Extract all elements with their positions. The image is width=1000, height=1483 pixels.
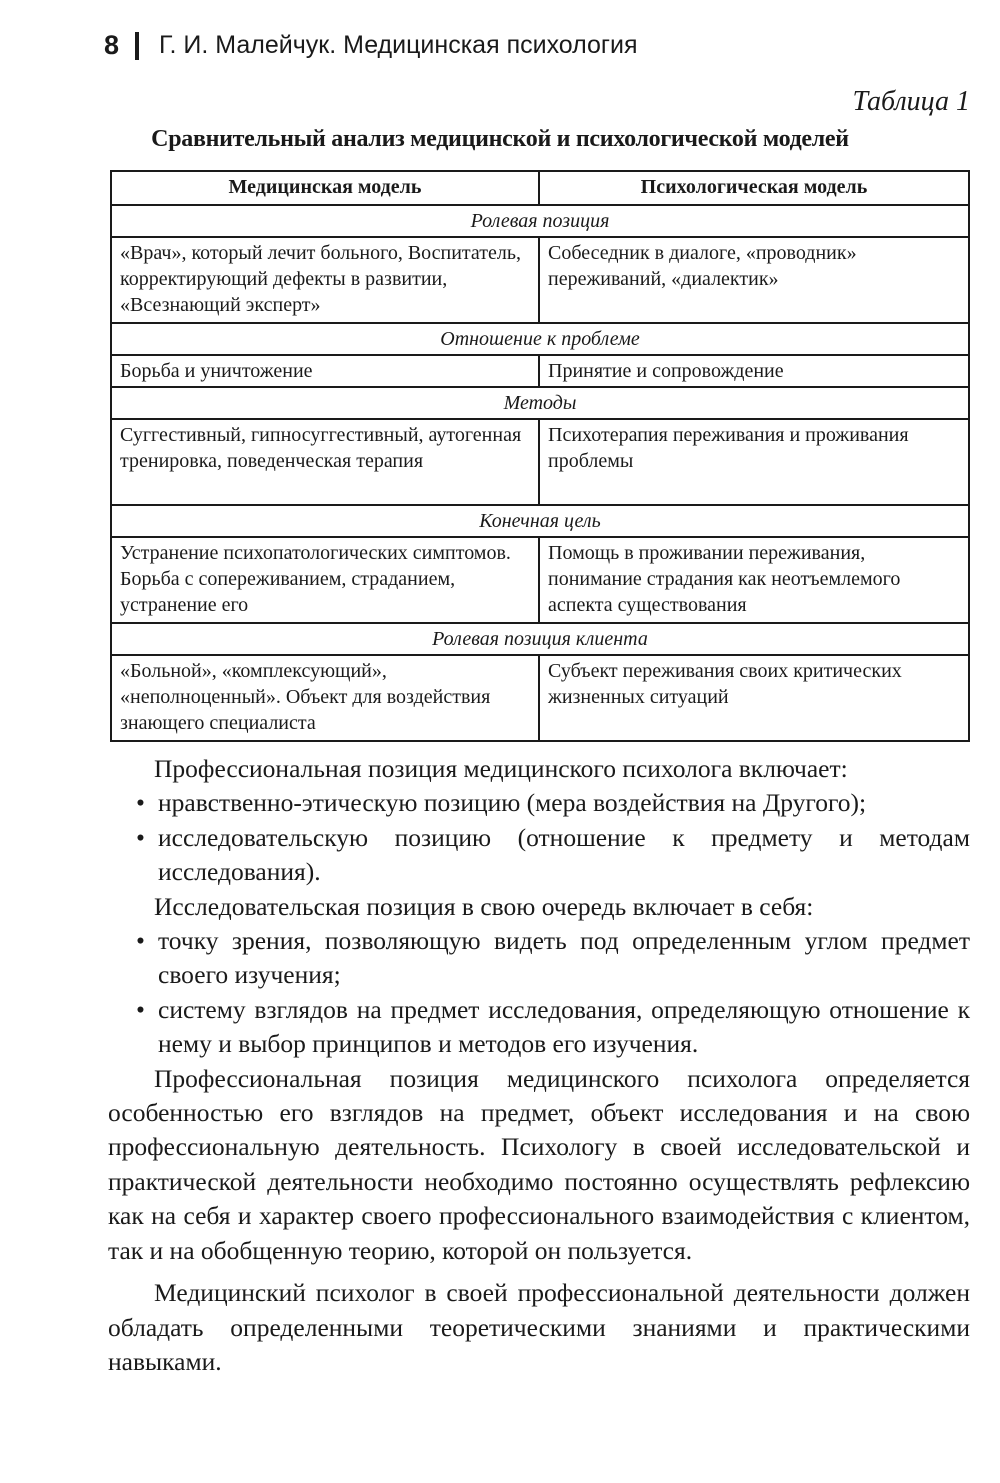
table-row — [111, 419, 969, 505]
list-item — [108, 924, 970, 993]
table-row — [111, 355, 969, 387]
list-item-text: исследовательскую позицию (отношение к предмету и методам исследования). — [158, 822, 970, 887]
medical-cell: Борьба и уничтожение — [111, 355, 539, 387]
section-row — [111, 505, 969, 537]
table-header-row — [111, 171, 969, 205]
section-row — [111, 623, 969, 655]
section-row — [111, 205, 969, 237]
body-text — [108, 752, 970, 1379]
list-item — [108, 821, 970, 890]
list-item-text: точку зрения, позволяющую видеть под определенным углом предмет своего изучения; — [158, 926, 970, 990]
psychological-cell: Принятие и сопровождение — [539, 355, 969, 387]
table-row — [111, 537, 969, 623]
section-heading: Ролевая позиция — [111, 205, 969, 237]
section-row — [111, 323, 969, 355]
column-header-psychological: Психологическая модель — [539, 171, 969, 205]
medical-cell: Устранение психопатологических симптомов. Борьба с сопереживанием, страданием, устранение его — [111, 537, 539, 623]
bullet-list — [108, 924, 970, 1062]
section-heading: Методы — [111, 387, 969, 419]
header-separator — [135, 32, 139, 60]
section-heading: Отношение к проблеме — [111, 323, 969, 355]
list-item-text: нравственно-этическую позицию (мера воздействия на Другого); — [158, 788, 867, 818]
psychological-cell: Собеседник в диалоге, «проводник» переживаний, «диалектик» — [539, 237, 969, 323]
section-heading: Ролевая позиция клиента — [111, 623, 969, 655]
list-item-text: систему взглядов на предмет исследования, определяющую отношение к нему и выбор принципов и методов его изучения. — [158, 994, 970, 1059]
comparison-table — [110, 170, 970, 742]
psychological-cell: Помощь в проживании переживания, понимание страдания как неотъемлемого аспекта существования — [539, 537, 969, 623]
section-heading: Конечная цель — [111, 505, 969, 537]
column-header-medical: Медицинская модель — [111, 171, 539, 205]
bullet-icon: • — [136, 926, 145, 956]
running-title: Г. И. Малейчук. Медицинская психология — [159, 31, 638, 59]
table-label: Таблица 1 — [852, 86, 970, 117]
section-row — [111, 387, 969, 419]
medical-cell: «Врач», который лечит больного, Воспитатель, корректирующий дефекты в развитии, «Всезнающий эксперт» — [111, 237, 539, 323]
table-row — [111, 237, 969, 323]
bullet-icon: • — [136, 822, 145, 852]
bullet-icon: • — [136, 994, 145, 1024]
list-item — [108, 993, 970, 1062]
intro-paragraph: Профессиональная позиция медицинского психолога включает: — [154, 754, 848, 783]
list-item — [108, 786, 970, 820]
body-paragraph: Профессиональная позиция медицинского психолога определяется особенностью его взглядов на предмет, объект исследования и на свою профессиональную деятельность. Психологу в своей исследовательской и практической деятельности необходимо постоянно осуществлять рефлексию как на себя и характер своего профессионального взаимодействия с клиентом, так и на обобщенную теорию, которой он пользуется. — [108, 1063, 970, 1265]
intro-paragraph: Исследовательская позиция в свою очередь включает в себя: — [154, 891, 814, 921]
psychological-cell: Субъект переживания своих критических жизненных ситуаций — [539, 655, 969, 741]
table-row — [111, 655, 969, 741]
medical-cell: «Больной», «комплексующий», «неполноценный». Объект для воздействия знающего специалиста — [111, 655, 539, 741]
bullet-list — [108, 786, 970, 889]
medical-cell: Суггестивный, гипносуггестивный, аутогенная тренировка, поведенческая терапия — [111, 419, 539, 505]
page-number: 8 — [104, 30, 120, 60]
body-paragraph: Медицинский психолог в своей профессиональной деятельности должен обладать определенными теоретическими знаниями и практическими навыками. — [108, 1278, 970, 1376]
bullet-icon: • — [136, 788, 145, 818]
table-title: Сравнительный анализ медицинской и психологической моделей — [151, 126, 849, 152]
psychological-cell: Психотерапия переживания и проживания проблемы — [539, 419, 969, 505]
running-header — [104, 30, 638, 61]
